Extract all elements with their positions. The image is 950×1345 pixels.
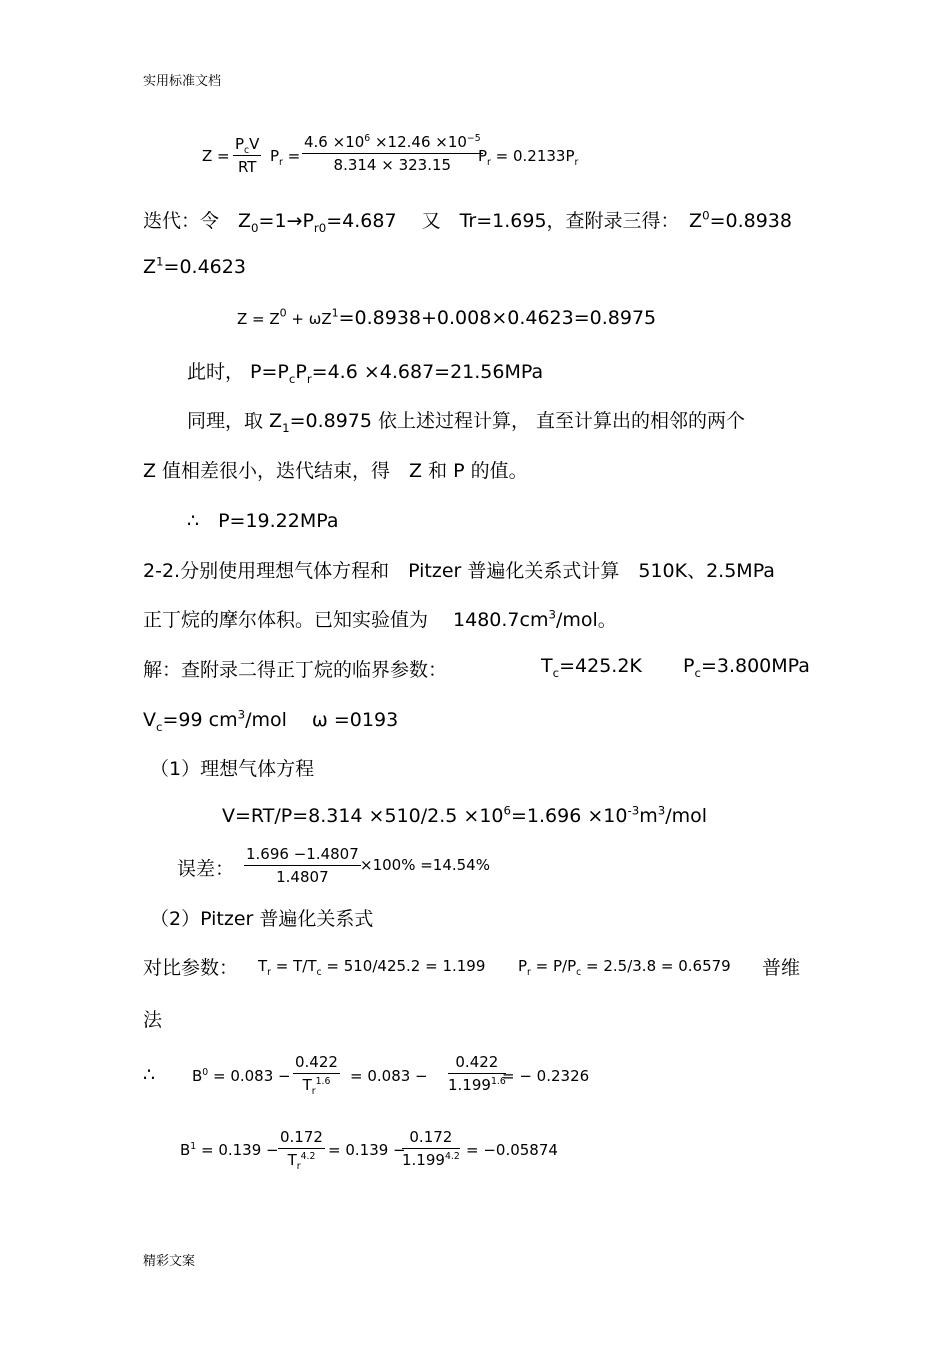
pc-value: $P_c=3.800MPa$ bbox=[683, 655, 810, 680]
eq1-frac-a bbox=[233, 135, 261, 176]
b1-frac-1-num: 0.172 bbox=[278, 1128, 325, 1149]
pressure-line: 此时， $P=P_cP_r=4.6 \times 4.687=21.56MPa$ bbox=[187, 361, 544, 386]
b0-result: = − 0.2326 bbox=[502, 1067, 590, 1085]
z1-value-line: $Z^1=0.4623$ bbox=[143, 254, 246, 278]
error-fraction-num: 1.696 −1.4807 bbox=[244, 845, 361, 866]
error-result: ×100% =14.54% bbox=[360, 856, 490, 874]
b0-frac-2-den: $1.199^{1.6}$ bbox=[448, 1076, 506, 1094]
virial-label: 普维 bbox=[762, 957, 801, 979]
b1-mid: = 0.139 − bbox=[328, 1141, 406, 1159]
z-equation-line: $Z = Z^0 + \omega Z^1=0.8938+0.008\times 0.4623=0.8975$ bbox=[237, 306, 657, 329]
section-ideal-gas: （1）理想气体方程 bbox=[150, 758, 315, 780]
eq1-z: Z = bbox=[202, 147, 230, 165]
conclusion-line: Z 值相差很小，迭代结束，得 Z 和 P 的值。 bbox=[143, 460, 528, 482]
iteration-line: 迭代：令 $Z_0=1\to P_{r0}=4.687$ 又 Tr=1.695，查附录三得： $Z^0=0.8938$ bbox=[143, 208, 792, 235]
problem-line-2: 正丁烷的摩尔体积。已知实验值为 $1480.7cm^3$/mol。 bbox=[143, 607, 617, 631]
error-fraction bbox=[244, 845, 361, 886]
ideal-gas-volume-line: $V=RT/P=8.314 \times 510/2.5 \times 10^6=1.696 \times 10^{-3}m^3/mol$ bbox=[222, 803, 708, 827]
b1-frac-2-den: $1.199^{4.2}$ bbox=[402, 1151, 460, 1169]
b0-frac-2-num: 0.422 bbox=[448, 1053, 506, 1074]
tc-value: $T_c=425.2K$ bbox=[541, 655, 642, 680]
vc-omega-line: $V_c=99$ $cm^3$/mol ω =0193 bbox=[143, 707, 399, 734]
eq1-frac-b-num: $4.6 \times 10^6 \times 12.46 \times 10^{-5}$ bbox=[302, 133, 483, 154]
error-label: 误差： bbox=[177, 858, 235, 880]
problem-line: 2-2.分别使用理想气体方程和 Pitzer 普遍化关系式计算 510K、2.5MPa bbox=[143, 560, 775, 582]
eq1-frac-a-num: $P_cV$ bbox=[235, 135, 260, 156]
b1-frac-2-num: 0.172 bbox=[402, 1128, 460, 1149]
error-fraction-den: 1.4807 bbox=[276, 868, 329, 886]
b0-frac-1-num: 0.422 bbox=[293, 1053, 340, 1074]
page-header: 实用标准文档 bbox=[143, 74, 222, 89]
repeat-line: 同理，取 $Z_1=0.8975$ 依上述过程计算， 直至计算出的相邻的两个 bbox=[187, 410, 746, 435]
critical-params-line: 解：查附录二得正丁烷的临界参数： bbox=[143, 659, 448, 681]
reduced-params-label: 对比参数： bbox=[143, 957, 239, 979]
page-footer: 精彩文案 bbox=[143, 1254, 196, 1269]
b1-frac-2 bbox=[402, 1128, 460, 1169]
b1-result: = −0.05874 bbox=[466, 1141, 558, 1159]
eq1-frac-b bbox=[302, 133, 483, 174]
b0-frac-1 bbox=[293, 1053, 340, 1097]
eq1-mid: $P_r$ = bbox=[270, 147, 301, 168]
section-pitzer: （2）Pitzer 普遍化关系式 bbox=[150, 908, 374, 930]
therefore-symbol: ∴ bbox=[143, 1064, 156, 1086]
pr-equation: $P_r = P/P_c = 2.5/3.8 = 0.6579$ bbox=[518, 957, 731, 978]
result-line: ∴ P=19.22MPa bbox=[187, 510, 339, 532]
b0-frac-2 bbox=[448, 1053, 506, 1094]
b1-frac-1-den: $T_r^{4.2}$ bbox=[287, 1151, 316, 1172]
eq1-tail: $P_r = 0.2133P_r$ bbox=[478, 147, 579, 168]
eq1-frac-b-den: 8.314 × 323.15 bbox=[333, 156, 452, 174]
b0-frac-1-den: $T_r^{1.6}$ bbox=[302, 1076, 331, 1097]
b0-mid: = 0.083 − bbox=[350, 1067, 428, 1085]
eq1-frac-a-den: RT bbox=[237, 158, 257, 176]
tr-equation: $T_r = T/T_c = 510/425.2 = 1.199$ bbox=[258, 957, 486, 978]
method-label: 法 bbox=[143, 1009, 163, 1031]
b0-lhs: $B^0 = 0.083$ − bbox=[192, 1067, 291, 1085]
b1-lhs: $B^1 = 0.139$ − bbox=[180, 1141, 279, 1159]
b1-frac-1 bbox=[278, 1128, 325, 1172]
